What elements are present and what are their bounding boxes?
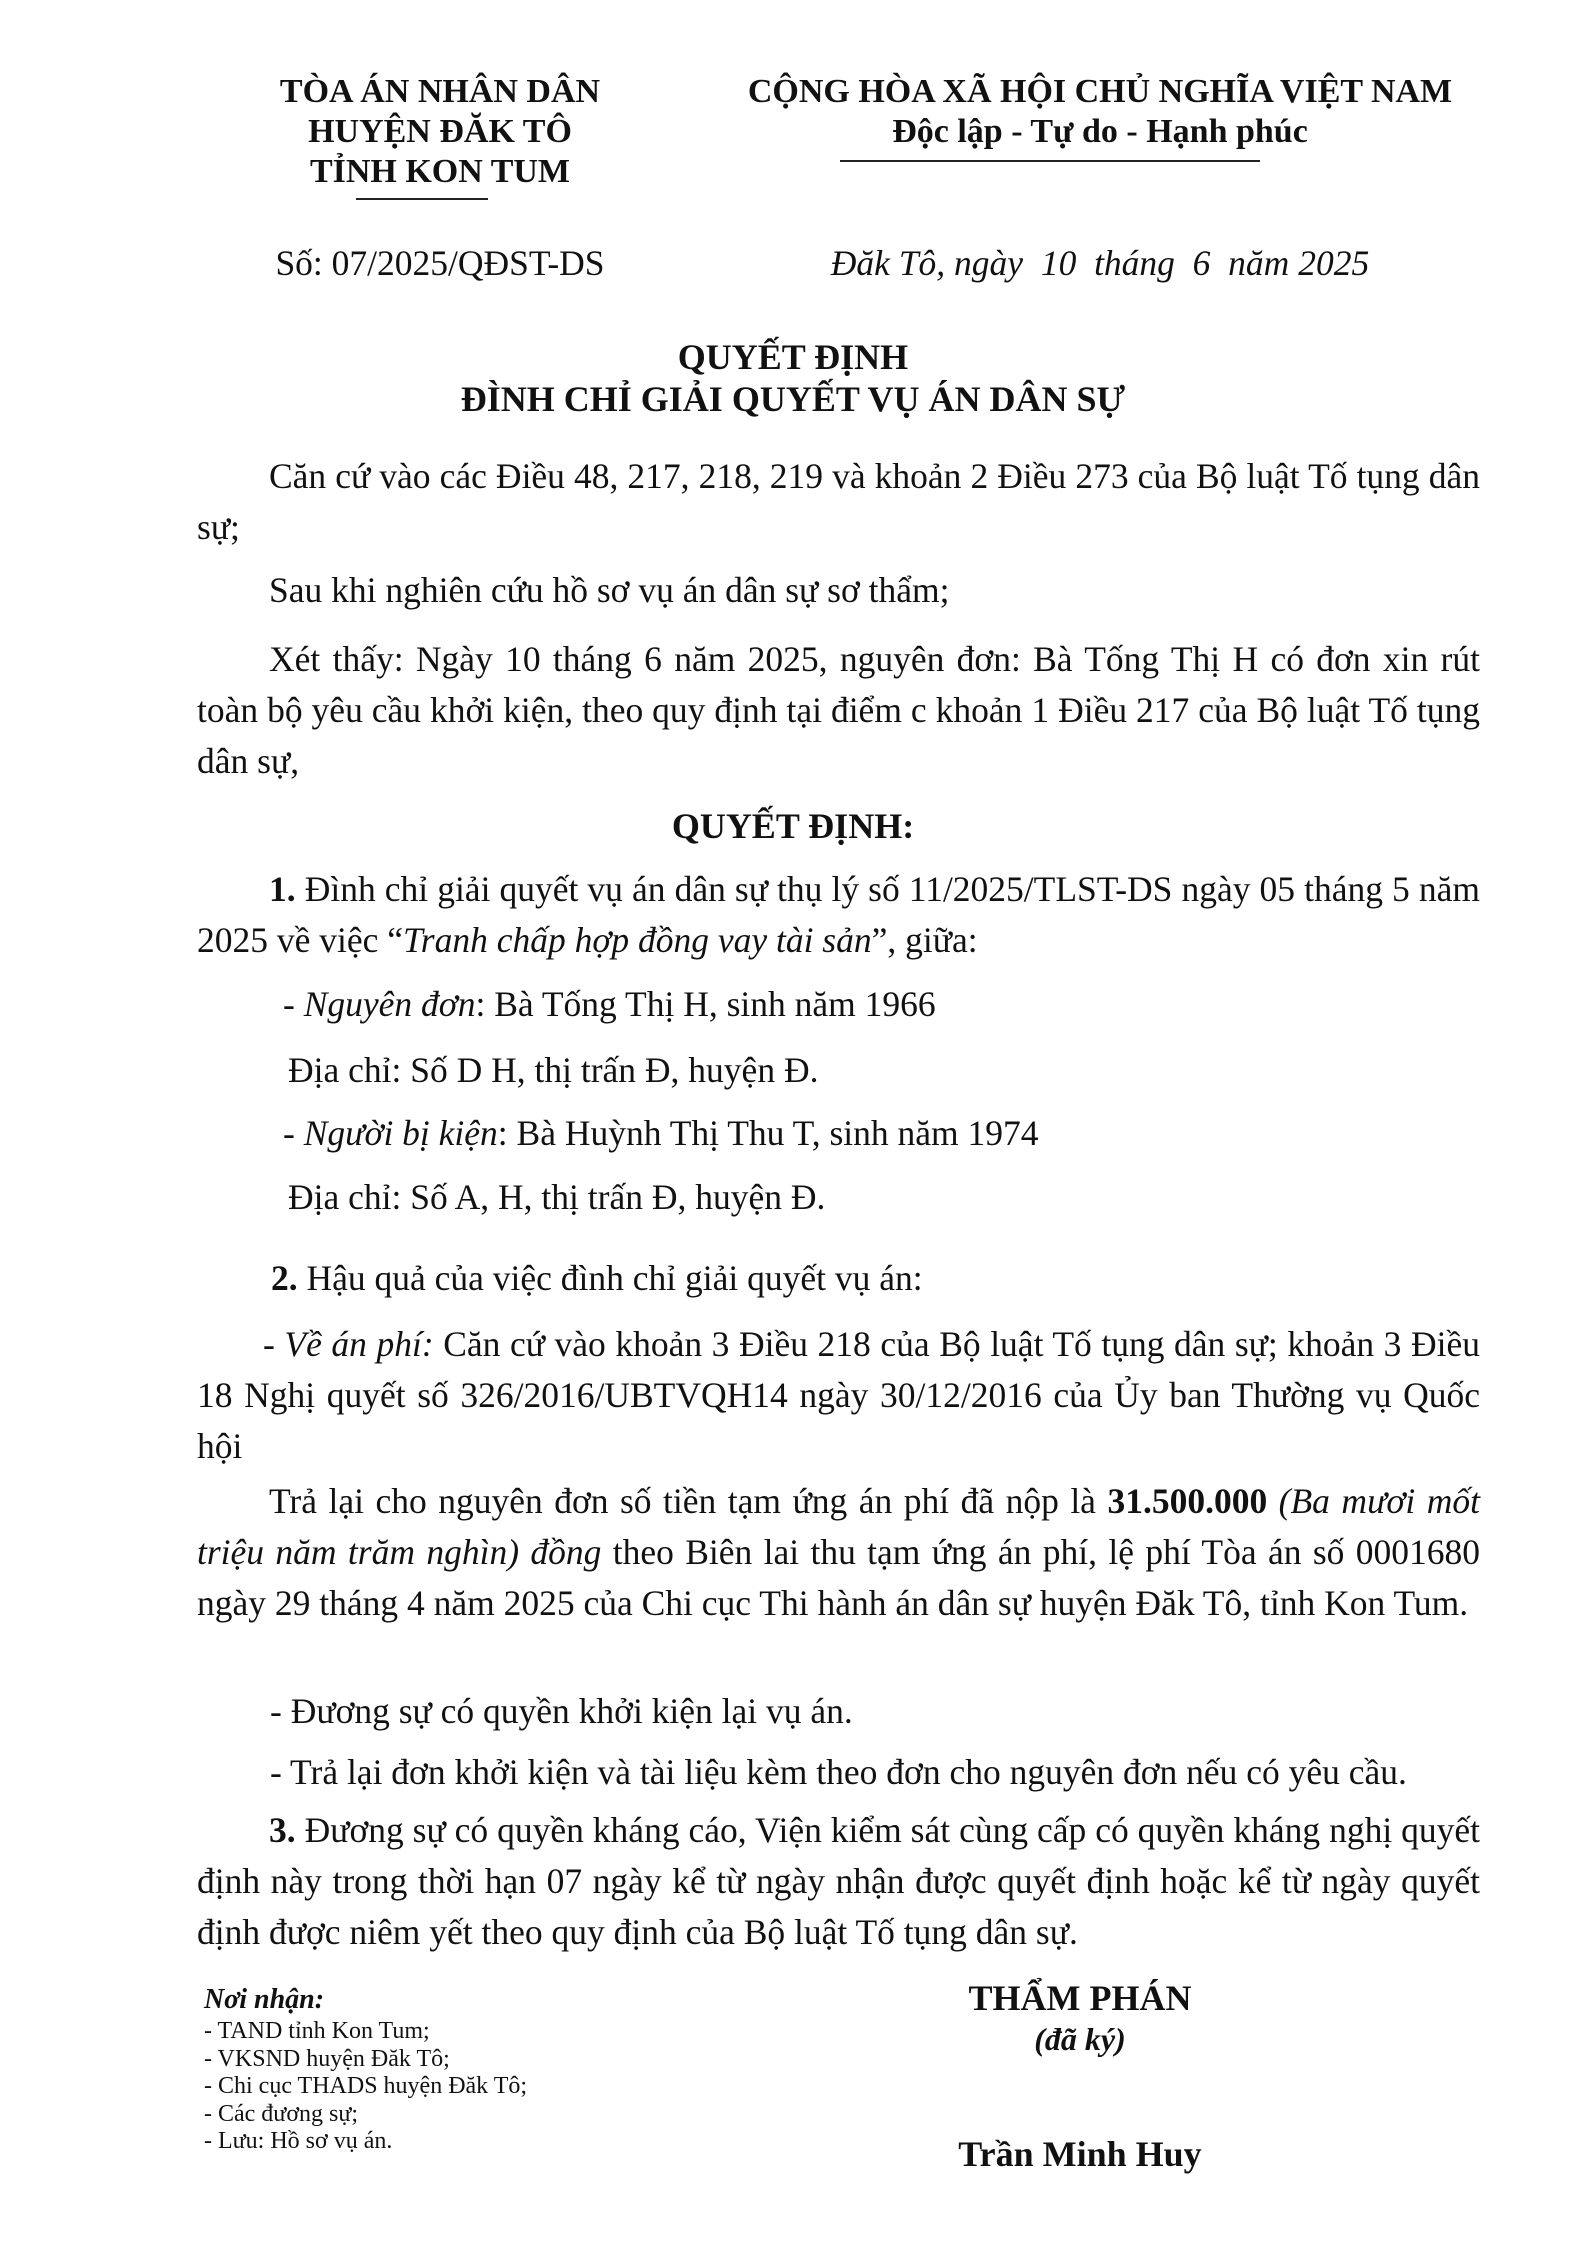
refund-text-b: theo Biên lai thu tạm ứng án phí, lệ phí Tòa án số 0001680 ngày 29 tháng 4 năm 2025 của Chi cục Thi hành án dân sự huyện Đăk Tô, tỉnh Kon Tum. [197, 1532, 1480, 1623]
refund-amount-words: (Ba mươi mốt triệu năm trăm nghìn) đồng [197, 1481, 1480, 1572]
preamble-legal-basis: Căn cứ vào các Điều 48, 217, 218, 219 và khoản 2 Điều 273 của Bộ luật Tố tụng dân sự; [197, 456, 1480, 547]
item-3 [197, 1805, 1480, 1958]
plaintiff-value: : Bà Tống Thị H, sinh năm 1966 [475, 984, 936, 1024]
court-name-line1: TÒA ÁN NHÂN DÂN [279, 73, 601, 110]
defendant-line: - Người bị kiện: Bà Huỳnh Thị Thu T, sinh năm 1974 [283, 1113, 1039, 1153]
defendant-value: : Bà Huỳnh Thị Thu T, sinh năm 1974 [497, 1113, 1039, 1153]
signer-name: Trần Minh Huy [958, 2134, 1202, 2174]
recipient-item: - TAND tỉnh Kon Tum; [204, 2018, 430, 2044]
item-1-number: 1. [269, 869, 296, 909]
nation-block [650, 72, 1550, 152]
preamble-review: Sau khi nghiên cứu hồ sơ vụ án dân sự sơ thẩm; [269, 570, 950, 610]
refund-text-a: Trả lại cho nguyên đơn số tiền tạm ứng án phí đã nộp là [269, 1481, 1108, 1521]
defendant-label: Người bị kiện [303, 1113, 498, 1153]
return-documents: - Trả lại đơn khởi kiện và tài liệu kèm theo đơn cho nguyên đơn nếu có yêu cầu. [270, 1752, 1407, 1792]
signature-block [830, 1976, 1330, 2058]
decision-heading: QUYẾT ĐỊNH: [671, 806, 915, 846]
item-3-number: 3. [269, 1810, 296, 1850]
court-fee-text: Căn cứ vào khoản 3 Điều 218 của Bộ luật Tố tụng dân sự; khoản 3 Điều 18 Nghị quyết số 326/2016/UBTVQH14 ngày 30/12/2016 của Ủy ban Thường vụ Quốc hội [197, 1324, 1480, 1466]
plaintiff-label: Nguyên đơn [303, 984, 476, 1024]
nation-motto: Độc lập - Tự do - Hạnh phúc [892, 113, 1308, 150]
item-1 [197, 864, 1480, 966]
refund-paragraph [197, 1476, 1480, 1629]
recipients-block [204, 1983, 764, 2156]
court-name-line3: TỈNH KON TUM [309, 153, 571, 190]
recipient-item: - Lưu: Hồ sơ vụ án. [204, 2128, 393, 2155]
item-3-text: Đương sự có quyền kháng cáo, Viện kiểm sát cùng cấp có quyền kháng nghị quyết định này trong thời hạn 07 ngày kể từ ngày nhận được quyết định hoặc kể từ ngày quyết định được niêm yết theo quy định của Bộ luật Tố tụng dân sự. [197, 1810, 1480, 1952]
defendant-address: Địa chỉ: Số A, H, thị trấn Đ, huyện Đ. [288, 1177, 826, 1217]
preamble-findings: Xét thấy: Ngày 10 tháng 6 năm 2025, nguyên đơn: Bà Tống Thị H có đơn xin rút toàn bộ yêu cầu khởi kiện, theo quy định tại điểm c khoản 1 Điều 217 của Bộ luật Tố tụng dân sự, [197, 639, 1480, 781]
right-to-resue: - Đương sự có quyền khởi kiện lại vụ án. [270, 1691, 853, 1731]
court-fee-label: Về án phí: [284, 1324, 434, 1364]
recipient-item: - VKSND huyện Đăk Tô; [204, 2045, 450, 2072]
court-block [200, 72, 680, 192]
item-2-heading-text: Hậu quả của việc đình chỉ giải quyết vụ án: [297, 1258, 923, 1298]
item-1-text-a: Đình chỉ giải quyết vụ án dân sự thụ lý số 11/2025/TLST-DS ngày 05 tháng 5 năm 2025 về việc “ [197, 869, 1480, 960]
item-2-heading [271, 1253, 923, 1303]
plaintiff-address: Địa chỉ: Số D H, thị trấn Đ, huyện Đ. [288, 1050, 819, 1090]
recipient-item: - Các đương sự; [204, 2100, 359, 2127]
place-date: Đăk Tô, ngày 10 tháng 6 năm 2025 [830, 243, 1370, 283]
court-fee-paragraph: - Về án phí: Căn cứ vào khoản 3 Điều 218 của Bộ luật Tố tụng dân sự; khoản 3 Điều 18 Nghị quyết số 326/2016/UBTVQH14 ngày 30/12/2016 của Ủy ban Thường vụ Quốc hội [197, 1324, 1480, 1466]
court-underline [356, 198, 488, 200]
item-1-text-b: ”, giữa: [871, 920, 978, 960]
title-line2: ĐÌNH CHỈ GIẢI QUYẾT VỤ ÁN DÂN SỰ [460, 379, 1126, 419]
recipient-item: - Chi cục THADS huyện Đăk Tô; [204, 2073, 528, 2100]
refund-amount: 31.500.000 [1107, 1481, 1268, 1521]
item-2-number: 2. [271, 1258, 298, 1298]
signer-title: THẨM PHÁN [968, 1978, 1192, 2018]
signed-note: (đã ký) [1034, 2021, 1126, 2057]
recipients-heading: Nơi nhận: [204, 1984, 325, 2015]
motto-underline [840, 160, 1260, 162]
title-line1: QUYẾT ĐỊNH [677, 337, 909, 377]
document-title [0, 336, 1586, 420]
plaintiff-line: - Nguyên đơn: Bà Tống Thị H, sinh năm 1966 [283, 984, 936, 1024]
document-number: Số: 07/2025/QĐST-DS [275, 243, 605, 283]
case-name: Tranh chấp hợp đồng vay tài sản [403, 920, 872, 960]
court-name-line2: HUYỆN ĐĂK TÔ [308, 113, 572, 150]
nation-name: CỘNG HÒA XÃ HỘI CHỦ NGHĨA VIỆT NAM [747, 73, 1453, 110]
